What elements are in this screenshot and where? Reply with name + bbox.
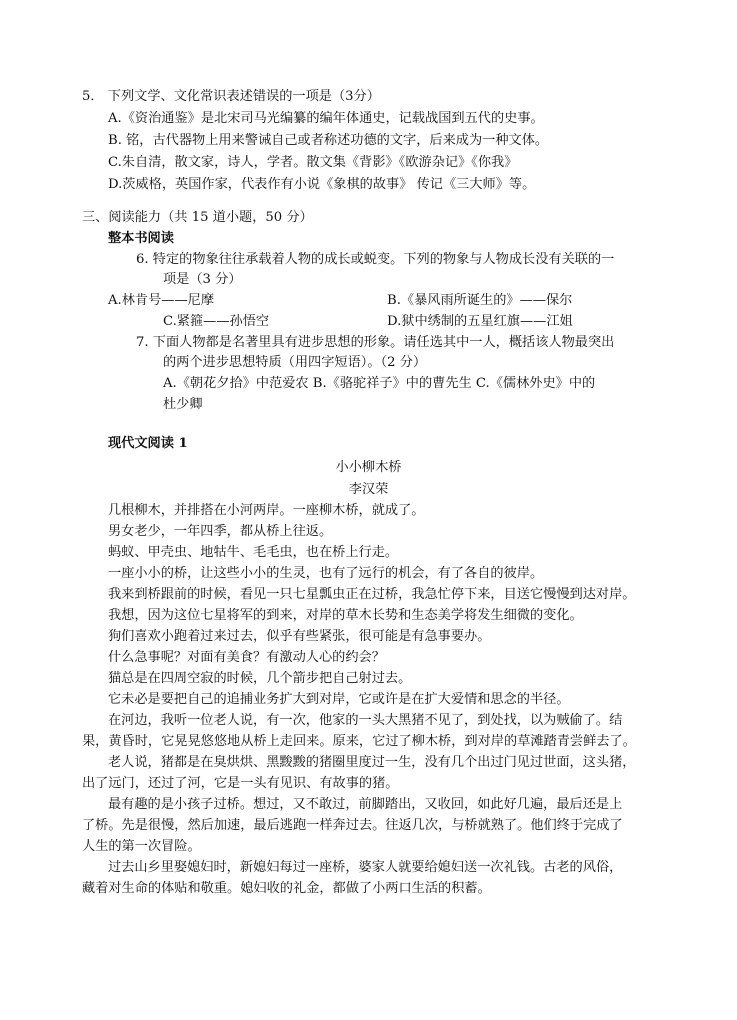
modern-reading-heading: 现代文阅读 1 [108,436,188,451]
article-line: 我来到桥跟前的时候，看见一只七星瓢虫正在过桥，我急忙停下来，目送它慢慢到达对岸。 [108,587,636,602]
article-line: 男女老少，一年四季，都从桥上往返。 [108,524,333,539]
article-line: 狗们喜欢小跑着过来过去，似乎有些紧张，很可能是有急事要办。 [108,629,491,644]
article-title: 小小柳木桥 [335,460,402,475]
article-line: 几根柳木，并排搭在小河两岸。一座柳木桥，就成了。 [108,503,425,518]
q5-option-c: C.朱自清，散文家，诗人，学者。散文集《背影》《欧游杂记》《你我》 [108,155,518,170]
article-author: 李汉荣 [348,482,389,497]
article-line: 过去山乡里娶媳妇时，新媳妇每过一座桥，婆家人就要给媳妇送一次礼钱。古老的风俗， [108,860,623,875]
q7-line1: 7. 下面人物都是名著里具有进步思想的形象。请任选其中一人，概括该人物最突出 [136,335,615,350]
q6-option-a: A.林肯号——尼摩 [108,293,215,308]
q6-option-b: B.《暴风雨所诞生的》——保尔 [387,293,573,308]
q7-line2: 的两个进步思想特质（用四字短语）。（2 分） [163,355,427,370]
article-line: 藏着对生命的体贴和敬重。媳妇收的礼金，都做了小两口生活的积蓄。 [82,881,491,896]
article-line: 在河边，我听一位老人说，有一次，他家的一头大黑猪不见了，到处找，以为贼偷了。结 [108,713,623,728]
article-line: 了桥。先是很慢，然后加速，最后逃跑一样奔过去。往返几次，与桥就熟了。他们终于完成了 [82,818,623,833]
article-line: 我想，因为这位七星将军的到来，对岸的草木长势和生态美学将发生细微的变化。 [108,608,583,623]
article-line: 它未必是要把自己的追捕业务扩大到对岸，它或许是在扩大爱情和思念的半径。 [108,692,570,707]
section3-heading: 三、阅读能力（共 15 道小题，50 分） [82,210,313,225]
q6-line1: 6. 特定的物象往往承载着人物的成长或蜕变。下列的物象与人物成长没有关联的一 [136,252,615,267]
q7-line4: 杜少卿 [163,397,203,412]
q7-line3: A.《朝花夕拾》中范爱农 B.《骆驼祥子》中的曹先生 C.《儒林外史》中的 [163,376,596,391]
article-line: 出了远门，还过了河，它是一头有见识、有故事的猪。 [82,776,399,791]
q5-stem: 5． 下列文学、文化常识表述错误的一项是（3分） [82,89,380,104]
article-line: 果，黄昏时，它晃晃悠悠地从桥上走回来。原来，它过了柳木桥，到对岸的草滩踏青尝鲜去了。 [82,734,636,749]
article-line: 什么急事呢？对面有美食？有激动人心的约会？ [108,650,385,665]
article-line: 老人说，猪都是在臭烘烘、黑黢黢的猪圈里度过一生，没有几个出过门见过世面，这头猪， [108,755,636,770]
article-line: 最有趣的是小孩子过桥。想过，又不敢过，前脚踏出，又收回，如此好几遍，最后还是上 [108,797,623,812]
article-line: 一座小小的桥，让这些小小的生灵，也有了远行的机会，有了各自的彼岸。 [108,566,544,581]
q6-option-d: D.狱中绣制的五星红旗——江姐 [387,314,573,329]
article-line: 人生的第一次冒险。 [82,839,201,854]
q5-option-d: D.茨威格，英国作家，代表作有小说《象棋的故事》 传记《三大师》等。 [108,177,536,192]
article-line: 蚂蚁、甲壳虫、地牯牛、毛毛虫，也在桥上行走。 [108,545,399,560]
q6-line2: 项是（3 分） [163,272,242,287]
article-line: 猫总是在四周空寂的时候，几个箭步把自己射过去。 [108,671,412,686]
q5-option-b: B. 铭，古代器物上用来警诫自己或者称述功德的文字，后来成为一种文体。 [108,133,549,148]
whole-book-heading: 整本书阅读 [108,231,174,246]
q6-option-c: C.紧箍——孙悟空 [163,314,270,329]
q5-option-a: A.《资治通鉴》是北宋司马光编纂的编年体通史，记载战国到五代的史事。 [108,111,544,126]
